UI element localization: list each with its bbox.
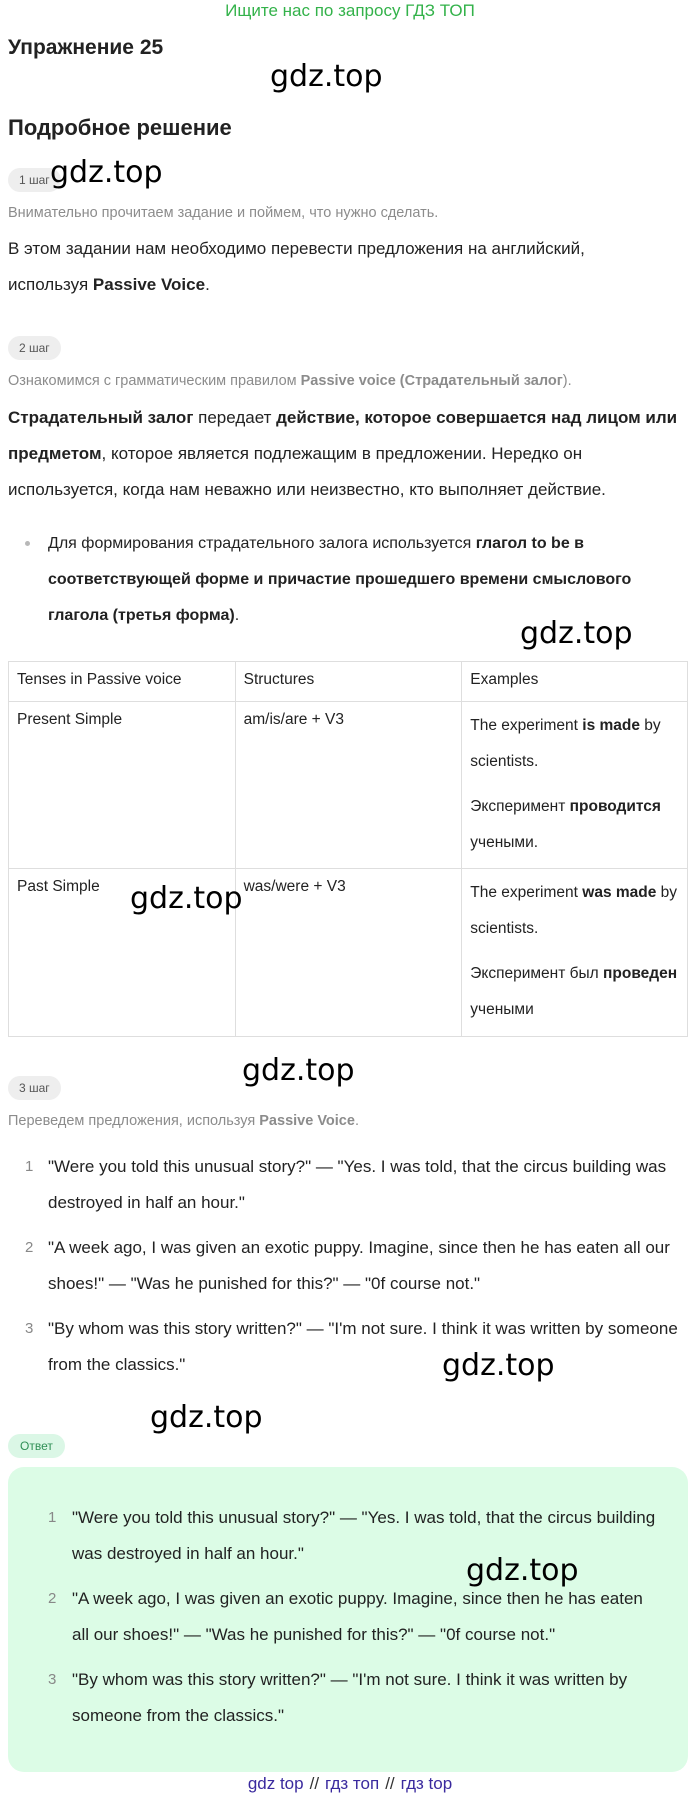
list-item [42, 1581, 664, 1653]
step-3-badge: 3 шаг [8, 1076, 61, 1100]
watermark: gdz.top [50, 155, 163, 190]
sentence-text: "Were you told this unusual story?" — "Yes. I was told, that the circus building was destroyed in half an hour." [72, 1508, 656, 1563]
item-number: 3 [48, 1671, 57, 1688]
example-ru: Эксперимент был проведен учеными [470, 965, 678, 1018]
table-header-row [9, 662, 688, 702]
structure-cell: am/is/are + V3 [235, 702, 462, 869]
sentence-text: "A week ago, I was given an exotic puppy. Imagine, since then he has eaten all our shoes!" — "Was he punished for this?" — "0f course not." [72, 1589, 643, 1644]
watermark: gdz.top [520, 616, 633, 651]
watermark: gdz.top [150, 1400, 263, 1435]
list-item [8, 1311, 688, 1383]
footer-link-gdz-top-ru[interactable]: гдз топ [325, 1774, 380, 1793]
example-en: The experiment was made by scientists. [470, 884, 678, 937]
step-1-text: В этом задании нам необходимо перевести предложения на английский, используя Passive Voice. [8, 239, 585, 294]
sentence-text: "By whom was this story written?" — "I'm not sure. I think it was written by someone from the classics." [72, 1670, 628, 1725]
footer-links [0, 1772, 700, 1796]
example-cell [462, 869, 688, 1037]
tense-cell: Past Simple [9, 869, 236, 1037]
list-item [8, 1230, 688, 1302]
item-number: 3 [25, 1320, 34, 1337]
answer-sentences [42, 1500, 664, 1743]
step-3-note: Переведем предложения, используя Passive Voice. [8, 1113, 359, 1129]
watermark: gdz.top [442, 1348, 555, 1383]
footer-link-gdz-top-mixed[interactable]: гдз top [400, 1774, 453, 1793]
structure-cell: was/were + V3 [235, 869, 462, 1037]
item-number: 2 [25, 1239, 34, 1256]
step-2-note: Ознакомимся с грамматическим правилом Passive voice (Страдательный залог). [8, 373, 572, 389]
step-2-paragraph: Страдательный залог передает действие, которое совершается над лицом или предметом, которое является подлежащим в предложении. Нередко он используется, когда нам неважно или неизвестно, кто выполняет действие. [8, 408, 678, 499]
answer-badge: Ответ [8, 1434, 65, 1458]
watermark: gdz.top [466, 1553, 579, 1588]
watermark: gdz.top [130, 881, 243, 916]
watermark: gdz.top [270, 59, 383, 94]
item-number: 2 [48, 1590, 57, 1607]
table-row [9, 869, 688, 1037]
step-2-badge: 2 шаг [8, 336, 61, 360]
sentence-text: "Were you told this unusual story?" — "Yes. I was told, that the circus building was destroyed in half an hour." [48, 1157, 667, 1212]
example-en: The experiment is made by scientists. [470, 717, 661, 770]
solution-title: Подробное решение [8, 115, 232, 140]
footer-separator: // [309, 1774, 320, 1793]
step-1-note: Внимательно прочитаем задание и поймем, что нужно сделать. [8, 205, 439, 221]
table-header-cell: Tenses in Passive voice [9, 662, 236, 702]
table-header-cell: Structures [235, 662, 462, 702]
sentence-text: "By whom was this story written?" — "I'm not sure. I think it was written by someone from the classics." [48, 1319, 678, 1374]
table-header-cell: Examples [462, 662, 688, 702]
promo-banner: Ищите нас по запросу ГДЗ ТОП [225, 1, 475, 20]
sentence-text: "A week ago, I was given an exotic puppy. Imagine, since then he has eaten all our shoes!" — "Was he punished for this?" — "0f course not." [48, 1238, 670, 1293]
watermark: gdz.top [242, 1053, 355, 1088]
example-ru: Эксперимент проводится учеными. [470, 798, 661, 851]
rule-bullet-text: Для формирования страдательного залога используется глагол to be в соответствующей форме и причастие прошедшего времени смыслового глагола (третья форма). [48, 535, 632, 624]
list-item [8, 1149, 688, 1221]
item-number: 1 [48, 1509, 57, 1526]
footer-link-gdz-top[interactable]: gdz top [247, 1774, 304, 1793]
bullet-dot [25, 541, 30, 546]
passive-voice-table [8, 661, 688, 1037]
translated-sentences [8, 1149, 688, 1392]
tense-cell: Present Simple [9, 702, 236, 869]
list-item [42, 1662, 664, 1734]
table-row [9, 702, 688, 869]
item-number: 1 [25, 1158, 34, 1175]
exercise-title: Упражнение 25 [8, 36, 164, 59]
footer-separator: // [385, 1774, 395, 1793]
step-1-badge: 1 шаг [8, 168, 61, 192]
example-cell [462, 702, 688, 869]
